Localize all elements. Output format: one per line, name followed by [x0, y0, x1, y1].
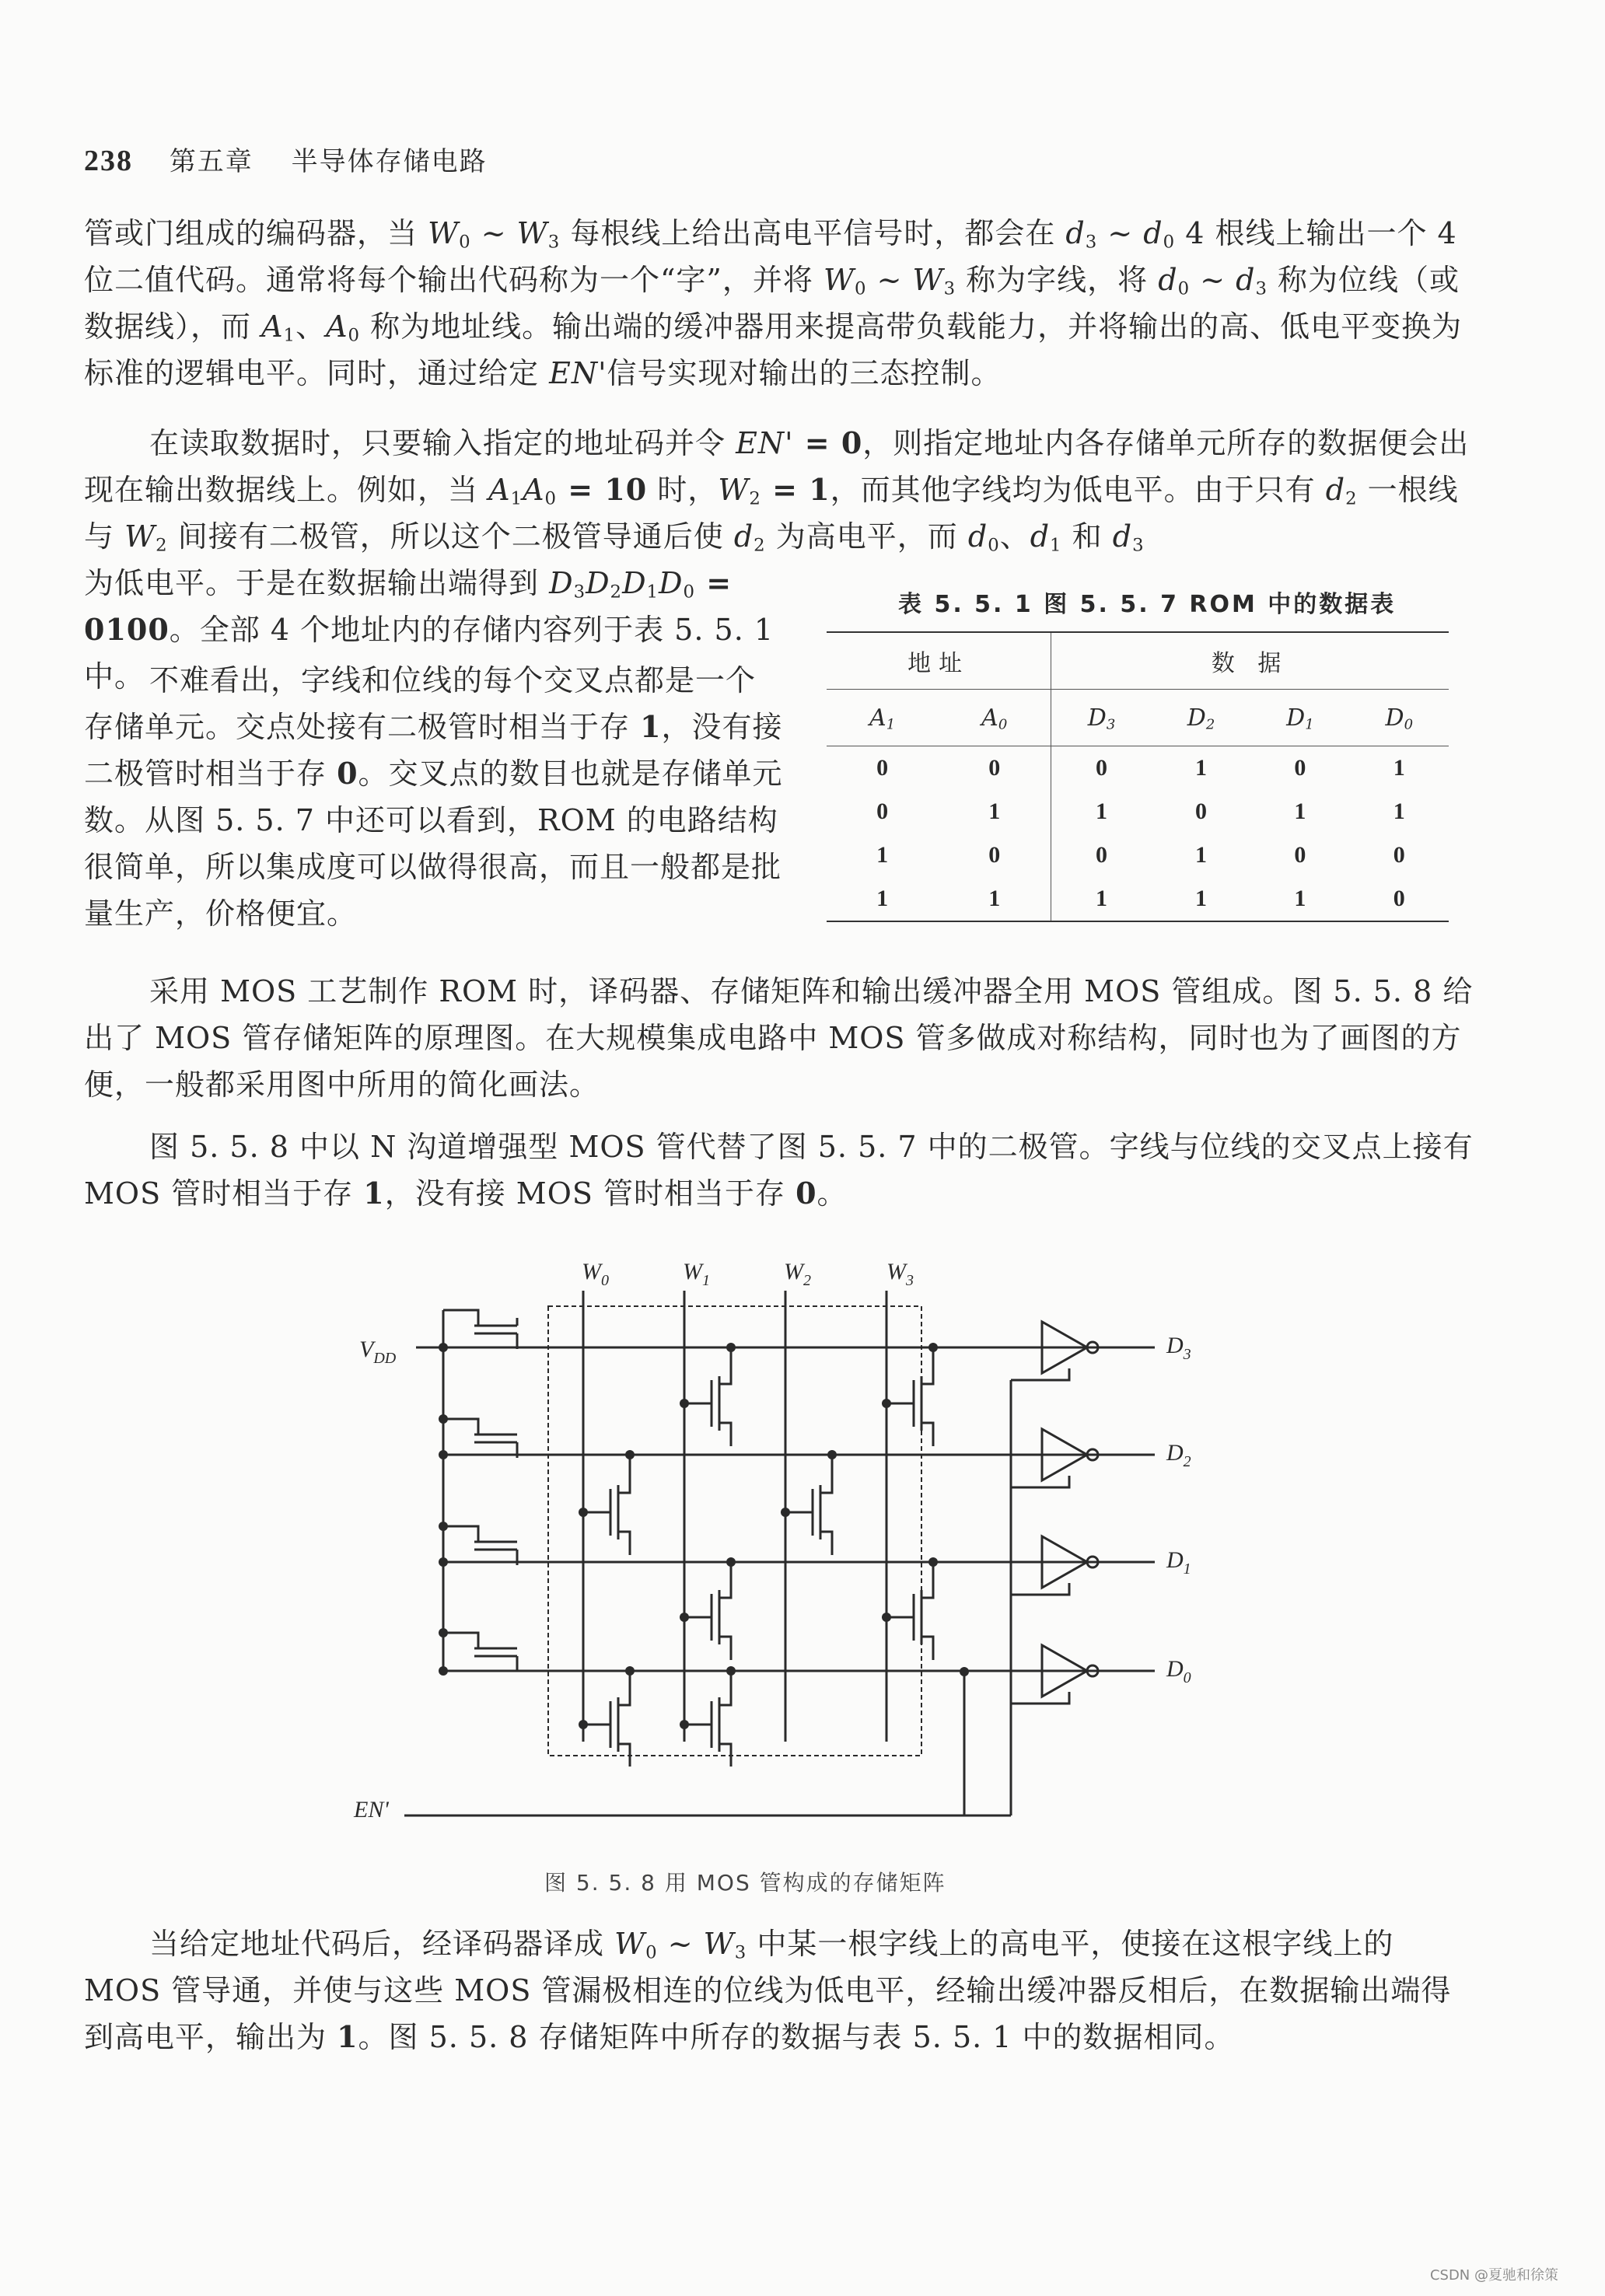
figure-caption: 图 5. 5. 8 用 MOS 管构成的存储矩阵: [544, 1870, 946, 1896]
paragraph-4: 采用 MOS 工艺制作 ROM 时，译码器、存储矩阵和输出缓冲器全用 MOS 管组成。图 5. 5. 8 给出了 MOS 管存储矩阵的原理图。在大规模集成电路中 MOS 管多做成对称结构，同时也为了画图的方便，一般都采用图中所用的简化画法。: [84, 974, 1474, 1102]
label-d2: $D_2$: [1166, 1440, 1191, 1470]
label-vdd: $V_{DD}$: [359, 1337, 397, 1367]
label-d1: $D_1$: [1166, 1547, 1191, 1578]
storage-transistors: [583, 1347, 933, 1767]
paragraph-6: 当给定地址代码后，经译码器译成 $W_0$ ~ $W_3$ 中某一根字线上的高电平，使接在这根字线上的 MOS 管导通，并使与这些 MOS 管漏极相连的位线为低电平，经输出缓冲器反相后，在数据输出端得到高电平，输出为 1。图 5. 5. 8 存储矩阵中所存的数据与表 5. 5. 1 中的数据相同。: [84, 1927, 1452, 2054]
col-header-d1: $D_1$: [1250, 690, 1349, 746]
table-row: 0 0 0 1 0 1: [827, 746, 1449, 791]
label-w0: $W_0$: [582, 1259, 609, 1289]
col-header-d3: $D_3$: [1051, 690, 1152, 746]
paragraph-2a: 在读取数据时，只要输入指定的地址码并令 EN' = 0，则指定地址内各存储单元所存的数据便会出现在输出数据线上。例如，当 $A_1A_0 = 10$ 时，$W_2 = 1$，而其他字线均为低电平。由于只有 $d_2$ 一根线与 $W_2$ 间接有二极管，所以这个二极管导通后使 $d_2$ 为高电平，而 $d_0$、$d_1$ 和 $d_3$: [84, 425, 1470, 556]
col-header-a1: $A_1$: [827, 690, 938, 746]
col-header-d2: $D_2$: [1152, 690, 1250, 746]
paragraph-5: 图 5. 5. 8 中以 N 沟道增强型 MOS 管代替了图 5. 5. 7 中的二极管。字线与位线的交叉点上接有 MOS 管时相当于存 1，没有接 MOS 管时相当于存 0。: [84, 1130, 1474, 1211]
label-w1: $W_1$: [683, 1259, 710, 1289]
watermark: CSDN @夏驰和徐策: [1429, 2267, 1558, 2284]
label-en: EN': [354, 1797, 389, 1822]
label-w2: $W_2$: [784, 1259, 811, 1289]
paragraph-3: 不难看出，字线和位线的每个交叉点都是一个存储单元。交点处接有二极管时相当于存 1，没有接二极管时相当于存 0。交叉点的数目也就是存储单元数。从图 5. 5. 7 中还可以看到，ROM 的电路结构很简单，所以集成度可以做得很高，而且一般都是批量生产，价格便宜。: [84, 663, 783, 931]
rom-data-table: [827, 631, 1449, 922]
page-number: 238: [84, 145, 133, 177]
data-group-header: 数 据: [1051, 632, 1449, 690]
chapter-label: 第五章: [169, 146, 254, 177]
col-header-d0: $D_0$: [1350, 690, 1449, 746]
table-row: 0 1 1 0 1 1: [827, 790, 1449, 833]
output-buffers: [964, 1322, 1155, 1815]
matrix-frame: [548, 1306, 921, 1756]
label-w3: $W_3$: [886, 1259, 914, 1289]
table-title: 表 5. 5. 1 图 5. 5. 7 ROM 中的数据表: [898, 591, 1397, 618]
label-d0: $D_0$: [1166, 1656, 1191, 1686]
address-group-header: 地址: [827, 632, 1051, 690]
load-transistors: [443, 1310, 517, 1672]
table-row: 1 0 0 1 0 0: [827, 833, 1449, 877]
table-row: 1 1 1 1 1 0: [827, 877, 1449, 921]
paragraph-2b: 为低电平。于是在数据输出端得到 $D_3D_2D_1D_0 = 0100$。全部 4 个地址内的存储内容列于表 5. 5. 1 中。: [84, 565, 775, 694]
col-header-a0: $A_0$: [938, 690, 1051, 746]
paragraph-1: 管或门组成的编码器，当 $W_0$ ~ $W_3$ 每根线上给出高电平信号时，都会在 $d_3$ ~ $d_0$ 4 根线上输出一个 4 位二值代码。通常将每个输出代码称为一个“字”，并将 $W_0$ ~ $W_3$ 称为字线，将 $d_0$ ~ $d_3$ 称为位线（或数据线），而 $A_1$、$A_0$ 称为地址线。输出端的缓冲器用来提高带负载能力，并将输出的高、低电平变换为标准的逻辑电平。同时，通过给定 EN'信号实现对输出的三态控制。: [84, 216, 1463, 390]
label-d3: $D_3$: [1166, 1333, 1191, 1363]
chapter-title: 半导体存储电路: [291, 146, 488, 177]
page-header: [84, 140, 488, 178]
mos-memory-matrix-diagram: [342, 1244, 1275, 1850]
